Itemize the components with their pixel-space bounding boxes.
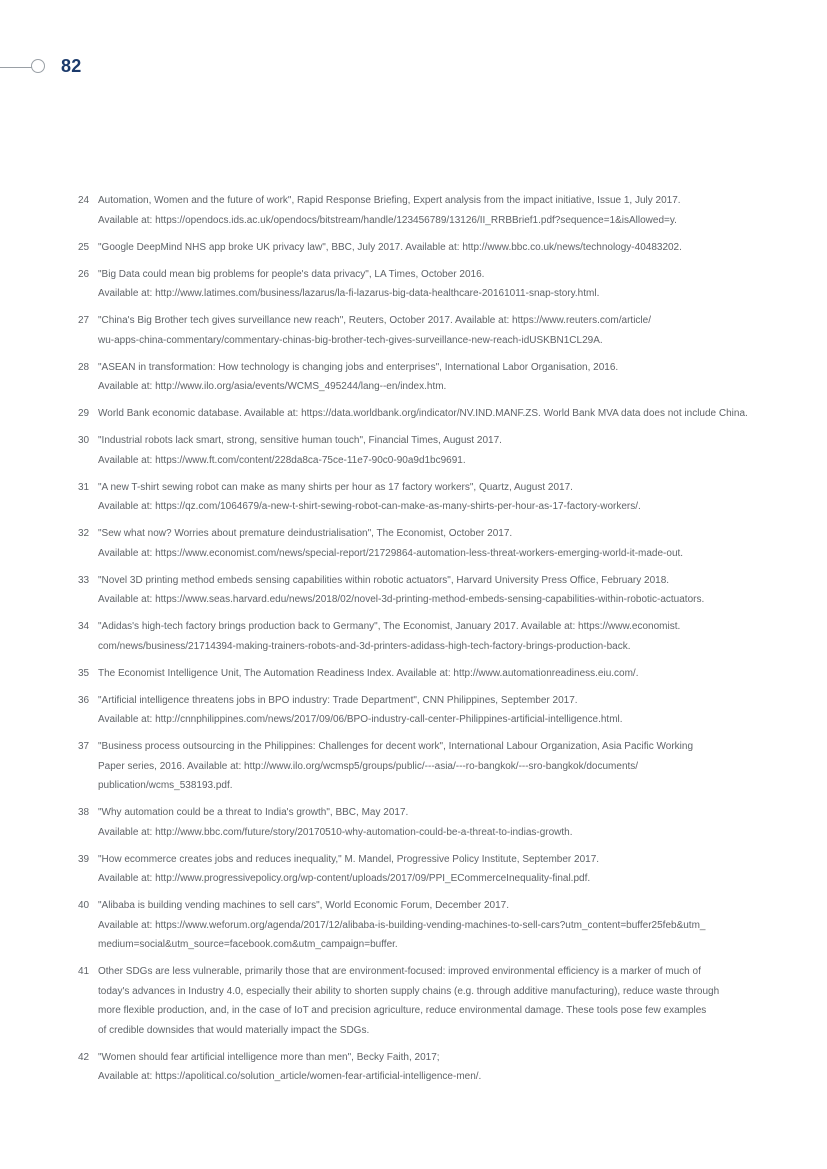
reference-number: 25 — [78, 241, 90, 253]
reference-number: 40 — [78, 900, 90, 911]
reference-number: 36 — [78, 694, 90, 706]
reference-text-line: "How ecommerce creates jobs and reduces inequality," M. Mandel, Progressive Policy Institute, September 2017. — [98, 853, 600, 865]
reference-item — [78, 311, 768, 350]
reference-item — [78, 431, 768, 470]
reference-text-line: "Google DeepMind NHS app broke UK privacy law", BBC, July 2017. Available at: http://www.bbc.co.uk/news/technology-40483202. — [98, 241, 682, 253]
reference-item — [78, 617, 768, 656]
reference-text-line: Other SDGs are less vulnerable, primarily those that are environment-focused: improved environmental efficiency is a marker of much of — [98, 966, 701, 977]
reference-number: 39 — [78, 853, 90, 865]
reference-number: 35 — [78, 667, 90, 679]
reference-number: 24 — [78, 195, 90, 206]
reference-text-line: Available at: http://www.bbc.com/future/story/20170510-why-automation-could-be-a-threat-to-indias-growth. — [98, 826, 573, 838]
reference-text-line: Available at: http://cnnphilippines.com/news/2017/09/06/BPO-industry-call-center-Philippines-artificial-intelligence.html. — [98, 714, 623, 725]
reference-item — [78, 478, 768, 517]
reference-text-line: "China's Big Brother tech gives surveillance new reach", Reuters, October 2017. Available at: https://www.reuters.com/article/ — [98, 315, 651, 326]
reference-text-line: Available at: https://qz.com/1064679/a-new-t-shirt-sewing-robot-can-make-as-many-shirts-per-hour-as-17-factory-workers/. — [98, 501, 641, 512]
reference-number: 32 — [78, 528, 90, 539]
reference-item — [78, 664, 768, 684]
reference-text-line: Available at: http://www.progressivepolicy.org/wp-content/uploads/2017/09/PPI_ECommerceInequality-final.pdf. — [98, 873, 591, 884]
references-list — [78, 191, 768, 1094]
reference-text-line: "ASEAN in transformation: How technology is changing jobs and enterprises", International Labor Organisation, 2016. — [98, 361, 619, 373]
reference-text-line: of credible downsides that would materially impact the SDGs. — [98, 1024, 370, 1036]
reference-text-line: Available at: http://www.latimes.com/business/lazarus/la-fi-lazarus-big-data-healthcare-20161011-snap-story.html. — [98, 288, 600, 299]
reference-text-line: Paper series, 2016. Available at: http://www.ilo.org/wcmsp5/groups/public/---asia/---ro-bangkok/---sro-bangkok/documents/ — [98, 760, 639, 772]
marker-circle — [31, 59, 45, 73]
reference-text-line: "Big Data could mean big problems for people's data privacy", LA Times, October 2016. — [98, 268, 485, 280]
reference-text-line: The Economist Intelligence Unit, The Automation Readiness Index. Available at: http://www.automationreadiness.eiu.com/. — [98, 667, 639, 679]
reference-number: 38 — [78, 807, 90, 818]
reference-item — [78, 691, 768, 730]
reference-item — [78, 571, 768, 610]
reference-item — [78, 737, 768, 796]
reference-item — [78, 850, 768, 889]
marker-line — [0, 67, 32, 68]
reference-number: 31 — [78, 481, 90, 493]
reference-number: 30 — [78, 435, 90, 446]
reference-text-line: "Industrial robots lack smart, strong, sensitive human touch", Financial Times, August 2017. — [98, 435, 502, 446]
reference-number: 42 — [78, 1051, 90, 1063]
reference-text-line: medium=social&utm_source=facebook.com&utm_campaign=buffer. — [98, 939, 398, 950]
reference-number: 41 — [78, 966, 90, 977]
reference-text-line: "Women should fear artificial intelligence more than men", Becky Faith, 2017; — [98, 1051, 440, 1063]
reference-text-line: Available at: https://apolitical.co/solution_article/women-fear-artificial-intelligence-men/. — [98, 1071, 482, 1082]
reference-number: 29 — [78, 408, 90, 419]
reference-text-line: Available at: https://opendocs.ids.ac.uk/opendocs/bitstream/handle/123456789/13126/II_RRBBrief1.pdf?sequence=1&isAllowed=y. — [98, 214, 677, 226]
reference-text-line: Available at: https://www.ft.com/content/228da8ca-75ce-11e7-90c0-90a9d1bc9691. — [98, 454, 466, 466]
reference-item — [78, 896, 768, 955]
reference-number: 37 — [78, 741, 90, 752]
reference-text-line: wu-apps-china-commentary/commentary-chinas-big-brother-tech-gives-surveillance-new-reach-idUSKBN1CL29A. — [98, 334, 603, 346]
reference-number: 26 — [78, 268, 90, 280]
reference-text-line: com/news/business/21714394-making-trainers-robots-and-3d-printers-adidass-high-tech-factory-brings-production-back. — [98, 640, 631, 652]
reference-item — [78, 358, 768, 397]
reference-text-line: "Novel 3D printing method embeds sensing capabilities within robotic actuators", Harvard University Press Office, February 2018. — [98, 574, 670, 586]
reference-text-line: "Adidas's high-tech factory brings production back to Germany", The Economist, January 2017. Available at: https://www.economist. — [98, 621, 681, 632]
reference-item — [78, 238, 768, 258]
reference-text-line: Available at: https://www.weforum.org/agenda/2017/12/alibaba-is-building-vending-machines-to-sell-cars?utm_content=buffer25feb&utm_ — [98, 919, 706, 931]
reference-item — [78, 265, 768, 304]
reference-text-line: "Why automation could be a threat to India's growth", BBC, May 2017. — [98, 807, 409, 818]
reference-number: 27 — [78, 315, 90, 326]
reference-text-line: Available at: https://www.economist.com/news/special-report/21729864-automation-less-threat-workers-emerging-world-it-made-out. — [98, 547, 684, 559]
reference-item — [78, 404, 768, 424]
reference-number: 28 — [78, 361, 90, 373]
reference-number: 33 — [78, 574, 90, 586]
page-number: 82 — [61, 56, 82, 76]
reference-item — [78, 191, 768, 230]
page-marker — [0, 58, 100, 78]
reference-text-line: "Artificial intelligence threatens jobs in BPO industry: Trade Department", CNN Philippines, September 2017. — [98, 694, 578, 706]
reference-item — [78, 803, 768, 842]
reference-text-line: "Business process outsourcing in the Philippines: Challenges for decent work", International Labour Organization, Asia Pacific Working — [98, 741, 694, 752]
reference-text-line: today's advances in Industry 4.0, especially their ability to shorten supply chains (e.g. through additive manufacturing), reduce waste through — [98, 985, 720, 997]
reference-text-line: World Bank economic database. Available at: https://data.worldbank.org/indicator/NV.IND.MANF.ZS. World Bank MVA data does not include China. — [98, 408, 748, 419]
reference-text-line: publication/wcms_538193.pdf. — [98, 780, 233, 791]
reference-number: 34 — [78, 621, 90, 632]
reference-item — [78, 1048, 768, 1087]
reference-text-line: Available at: http://www.ilo.org/asia/events/WCMS_495244/lang--en/index.htm. — [98, 381, 447, 392]
reference-text-line: "Alibaba is building vending machines to sell cars", World Economic Forum, December 2017. — [98, 900, 509, 911]
reference-text-line: more flexible production, and, in the case of IoT and precision agriculture, reduce environmental damage. These tools pose few examples — [98, 1005, 707, 1016]
reference-text-line: "A new T-shirt sewing robot can make as many shirts per hour as 17 factory workers", Quartz, August 2017. — [98, 481, 573, 493]
reference-item — [78, 962, 768, 1040]
reference-text-line: Automation, Women and the future of work", Rapid Response Briefing, Expert analysis from the impact initiative, Issue 1, July 2017. — [98, 195, 681, 206]
reference-text-line: "Sew what now? Worries about premature deindustrialisation", The Economist, October 2017. — [98, 528, 513, 539]
reference-item — [78, 524, 768, 563]
reference-text-line: Available at: https://www.seas.harvard.edu/news/2018/02/novel-3d-printing-method-embeds-sensing-capabilities-within-robotic-actuators. — [98, 594, 705, 605]
